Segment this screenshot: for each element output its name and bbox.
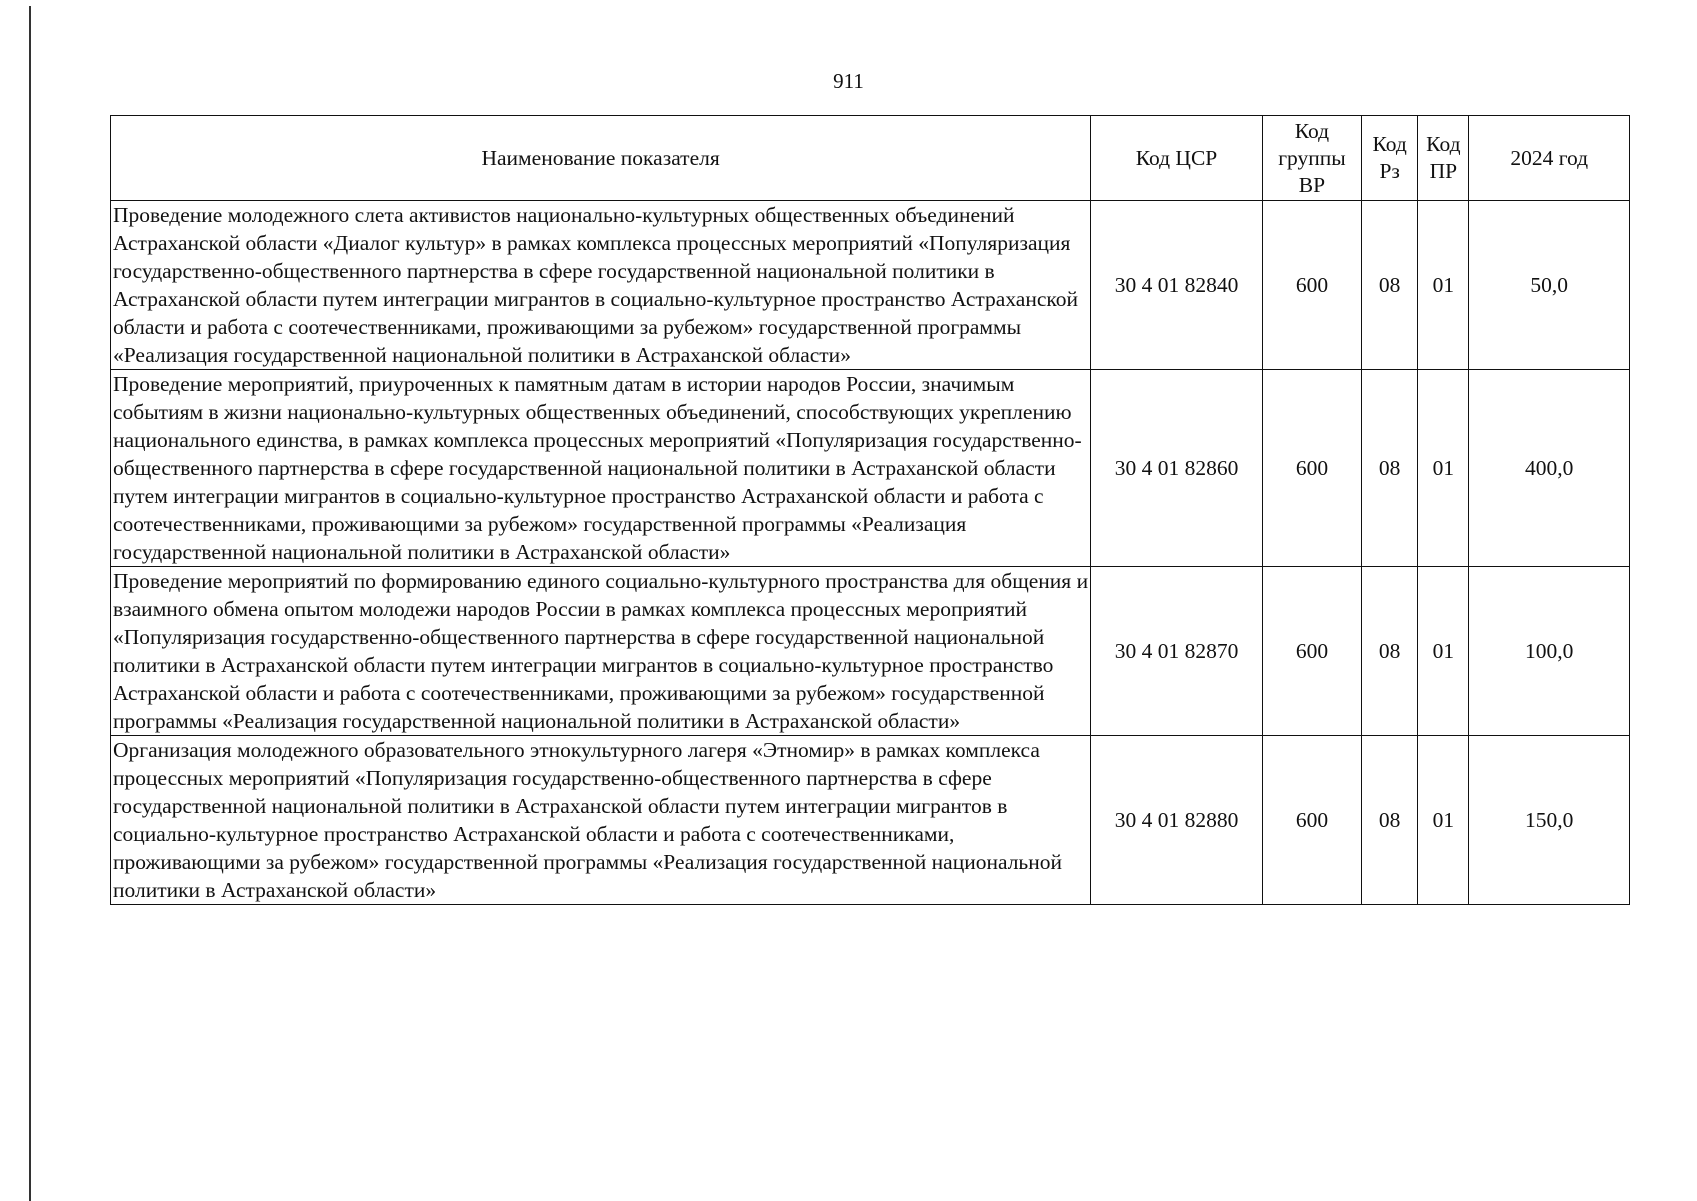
row-indicator-name: Проведение мероприятий, приуроченных к памятным датам в истории народов России, значимым событиям в жизни национально-культурных общественных объединений, способствующих укреплению национального единства, в рамках комплекса процессных мероприятий «Популяризация государственно-общественного партнерства в сфере государственной национальной политики в Астраханской области путем интеграции мигрантов в социально-культурное пространство Астраханской области и работа с соотечественниками, проживающими за рубежом» государственной программы «Реализация государственной национальной политики в Астраханской области» [111, 370, 1091, 567]
row-amount-2024: 400,0 [1469, 370, 1630, 567]
row-indicator-name: Проведение молодежного слета активистов национально-культурных общественных объединений Астраханской области «Диалог культур» в рамках комплекса процессных мероприятий «Популяризация государственно-общественного партнерства в сфере государственной национальной политики в Астраханской области путем интеграции мигрантов в социально-культурное пространство Астраханской области и работа с соотечественниками, проживающими за рубежом» государственной программы «Реализация государственной национальной политики в Астраханской области» [111, 201, 1091, 370]
row-pr-code: 01 [1418, 201, 1469, 370]
row-vr-code: 600 [1262, 370, 1361, 567]
header-pr-code: Код ПР [1418, 116, 1469, 201]
row-amount-2024: 100,0 [1469, 567, 1630, 736]
row-csr-code: 30 4 01 82860 [1091, 370, 1263, 567]
row-indicator-name: Проведение мероприятий по формированию единого социально-культурного пространства для общения и взаимного обмена опытом молодежи народов России в рамках комплекса процессных мероприятий «Популяризация государственно-общественного партнерства в сфере государственной национальной политики в Астраханской области путем интеграции мигрантов в социально-культурное пространство Астраханской области и работа с соотечественниками, проживающими за рубежом» государственной программы «Реализация государственной национальной политики в Астраханской области» [111, 567, 1091, 736]
table-row [111, 736, 1630, 905]
row-rz-code: 08 [1362, 567, 1418, 736]
page-margin-line [29, 6, 31, 1201]
row-rz-code: 08 [1362, 736, 1418, 905]
budget-table [110, 115, 1630, 905]
row-amount-2024: 150,0 [1469, 736, 1630, 905]
row-rz-code: 08 [1362, 201, 1418, 370]
row-pr-code: 01 [1418, 736, 1469, 905]
header-vr-group-code: Код группы ВР [1262, 116, 1361, 201]
row-pr-code: 01 [1418, 567, 1469, 736]
row-indicator-name: Организация молодежного образовательного этнокультурного лагеря «Этномир» в рамках комплекса процессных мероприятий «Популяризация государственно-общественного партнерства в сфере государственной национальной политики в Астраханской области путем интеграции мигрантов в социально-культурное пространство Астраханской области и работа с соотечественниками, проживающими за рубежом» государственной программы «Реализация государственной национальной политики в Астраханской области» [111, 736, 1091, 905]
row-amount-2024: 50,0 [1469, 201, 1630, 370]
table-row [111, 370, 1630, 567]
table-header [111, 116, 1630, 201]
header-row [111, 116, 1630, 201]
row-csr-code: 30 4 01 82870 [1091, 567, 1263, 736]
row-vr-code: 600 [1262, 736, 1361, 905]
row-csr-code: 30 4 01 82840 [1091, 201, 1263, 370]
table-body [111, 201, 1630, 905]
page-number: 911 [833, 69, 864, 93]
header-rz-code: Код Рз [1362, 116, 1418, 201]
row-vr-code: 600 [1262, 201, 1361, 370]
row-pr-code: 01 [1418, 370, 1469, 567]
row-rz-code: 08 [1362, 370, 1418, 567]
row-vr-code: 600 [1262, 567, 1361, 736]
header-csr-code: Код ЦСР [1091, 116, 1263, 201]
header-year-2024: 2024 год [1469, 116, 1630, 201]
row-csr-code: 30 4 01 82880 [1091, 736, 1263, 905]
table-row [111, 201, 1630, 370]
header-indicator-name: Наименование показателя [111, 116, 1091, 201]
table-row [111, 567, 1630, 736]
